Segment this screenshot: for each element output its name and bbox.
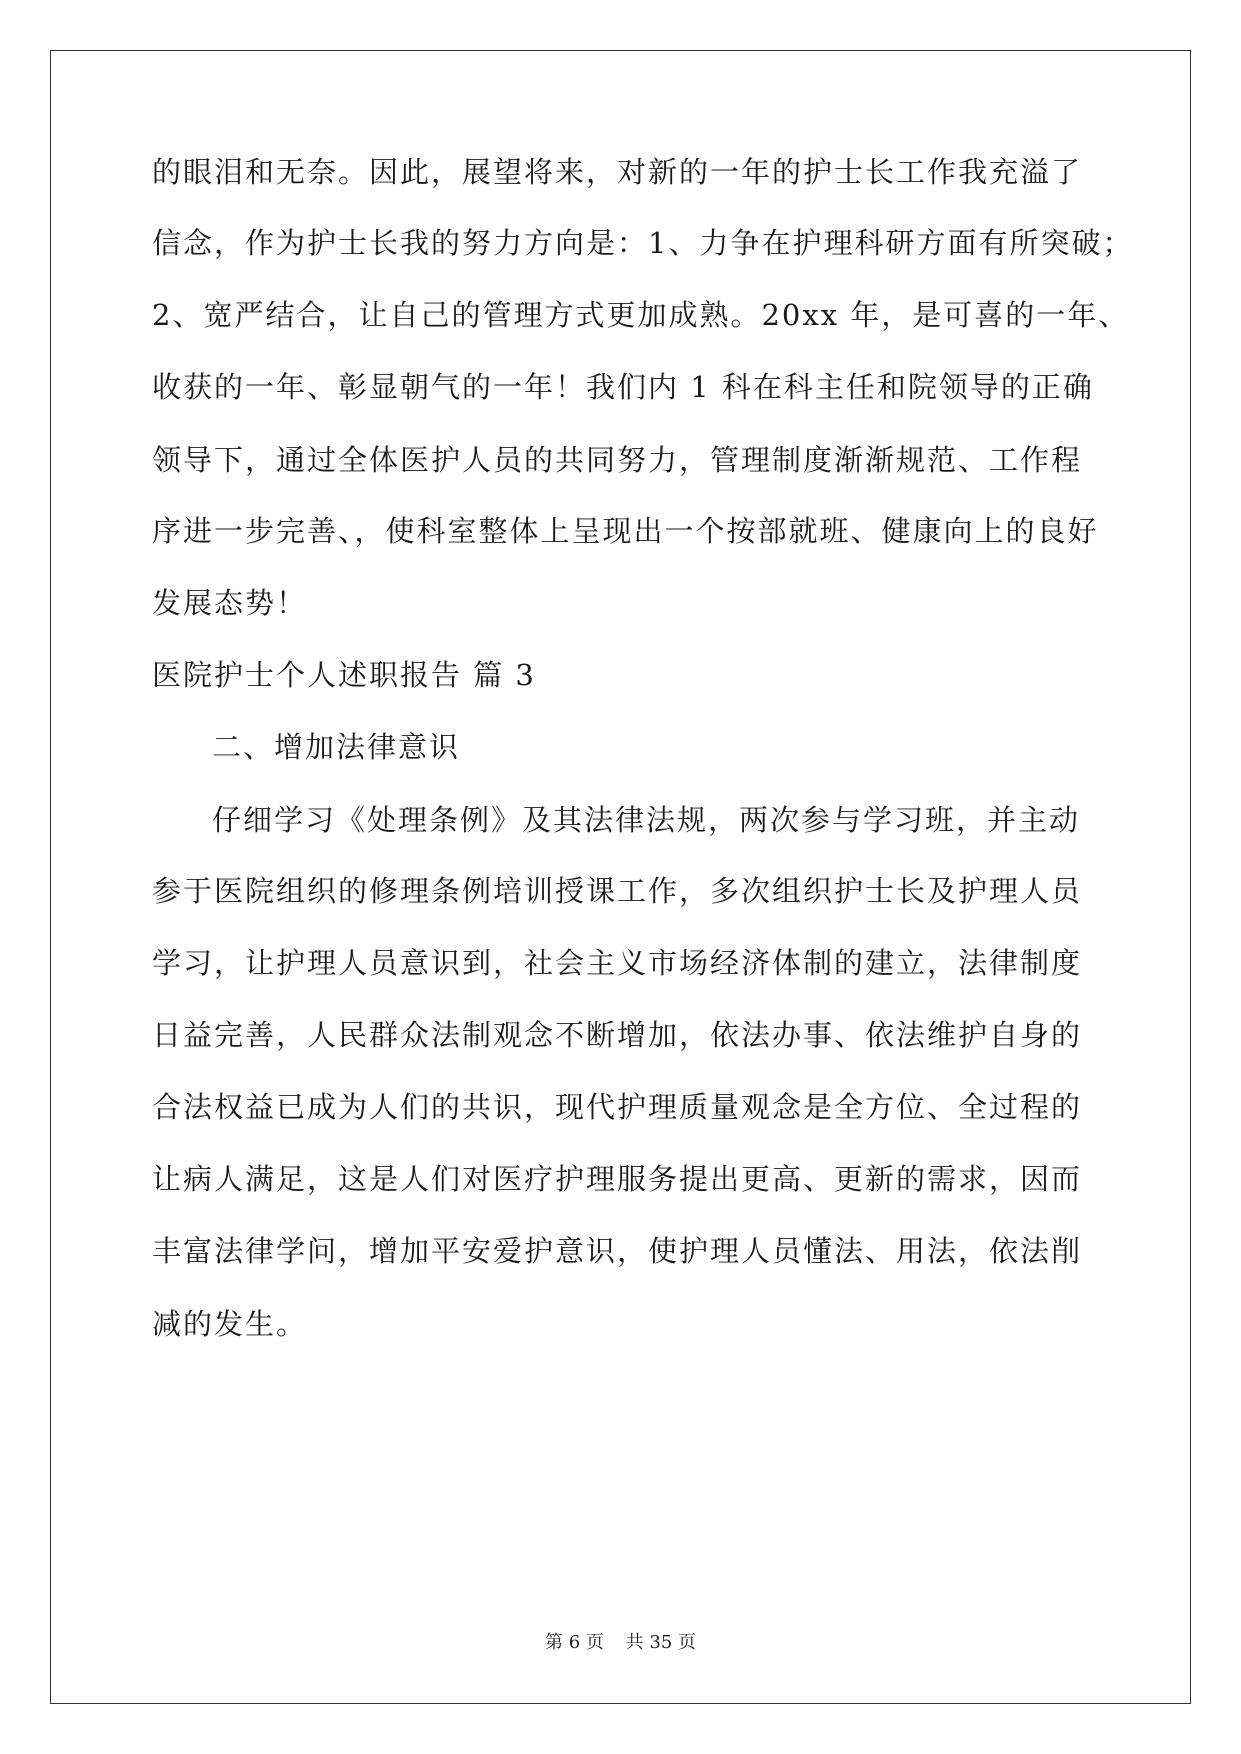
paragraph-2-line-2: 参于医院组织的修理条例培训授课工作，多次组织护士长及护理人员 [152,874,1083,908]
paragraph-1-line-1: 的眼泪和无奈。因此，展望将来，对新的一年的护士长工作我充溢了 [152,155,1083,189]
paragraph-1-line-2: 信念，作为护士长我的努力方向是：1、力争在护理科研方面有所突破； [152,226,1134,260]
paragraph-1-line-7: 发展态势！ [152,586,308,620]
paragraph-1-line-5: 领导下，通过全体医护人员的共同努力，管理制度渐渐规范、工作程 [152,443,1083,477]
paragraph-2-line-7: 丰富法律学问，增加平安爱护意识，使护理人员懂法、用法，依法削 [152,1234,1083,1268]
subheading: 二、增加法律意识 [212,730,461,764]
paragraph-2-line-4: 日益完善，人民群众法制观念不断增加，依法办事、依法维护自身的 [152,1018,1083,1052]
page-number-current: 第 6 页 [545,1632,604,1653]
paragraph-2-line-5: 合法权益已成为人们的共识，现代护理质量观念是全方位、全过程的 [152,1090,1083,1124]
paragraph-2-line-1: 仔细学习《处理条例》及其法律法规，两次参与学习班，并主动 [212,803,1081,837]
paragraph-1-line-6: 序进一步完善、，使科室整体上呈现出一个按部就班、健康向上的良好 [152,514,1099,548]
page-number-total: 共 35 页 [625,1632,696,1653]
page-footer [0,1628,1241,1654]
paragraph-2-line-6: 让病人满足，这是人们对医疗护理服务提出更高、更新的需求，因而 [152,1162,1083,1196]
paragraph-1-line-4: 收获的一年、彰显朝气的一年！我们内 1 科在科主任和院领导的正确 [152,370,1094,404]
paragraph-1-line-3: 2、宽严结合，让自己的管理方式更加成熟。20xx 年，是可喜的一年、 [152,298,1130,332]
paragraph-2-line-8: 减的发生。 [152,1307,308,1341]
section-heading: 医院护士个人述职报告 篇 3 [152,658,536,692]
paragraph-2-line-3: 学习，让护理人员意识到，社会主义市场经济体制的建立，法律制度 [152,946,1083,980]
